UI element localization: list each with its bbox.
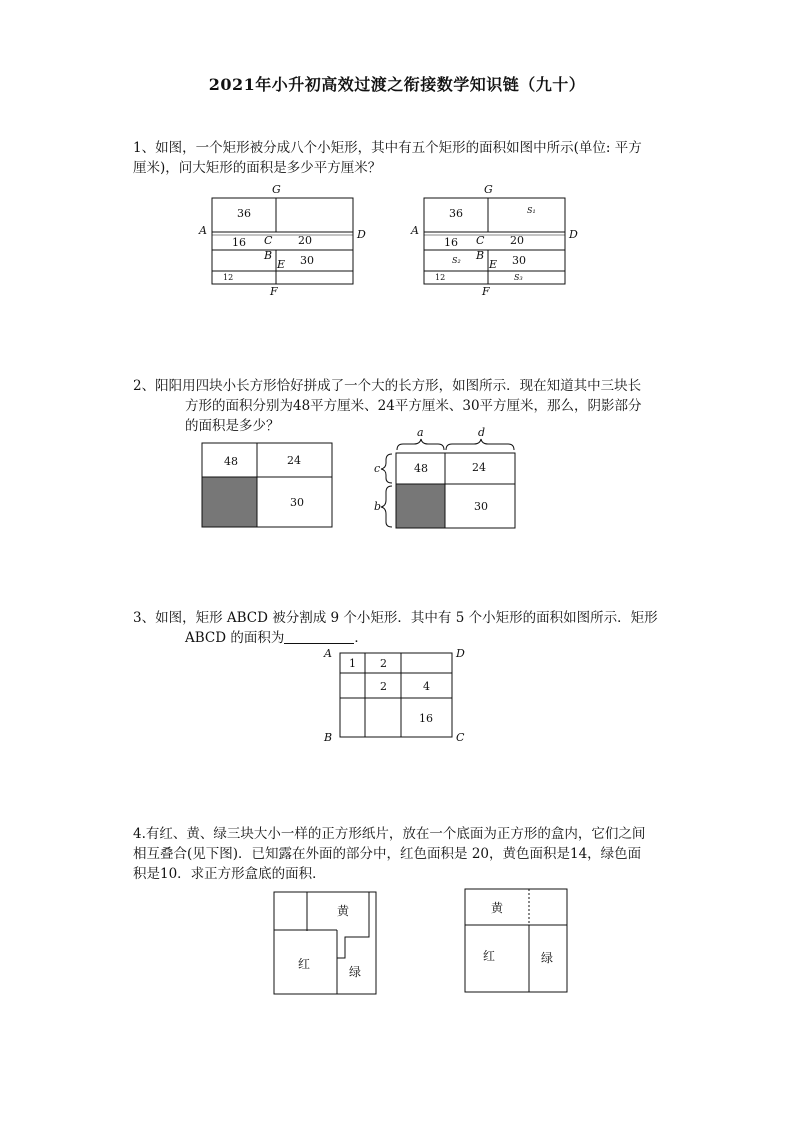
question-3-suffix: ． [354,630,368,646]
area-30: 30 [474,500,488,513]
label-c: C [264,234,273,247]
label-c: C [476,234,485,247]
area-48: 48 [224,455,238,468]
area-16: 16 [232,236,246,249]
area-20: 20 [510,234,524,247]
side-d: d [478,426,486,439]
q3-figure [318,642,473,747]
label-e: E [277,258,286,271]
area-r3c3: 16 [419,712,433,725]
label-d: D [357,228,366,241]
area-30: 30 [512,254,526,267]
shaded-rect [202,477,257,527]
label-f: F [270,285,278,298]
question-1-line-2: 厘米)，问大矩形的面积是多少平方厘米？ [133,160,382,176]
area-24: 24 [472,461,486,474]
label-d: D [569,228,578,241]
question-4 [133,824,673,884]
area-r1c1: 1 [349,657,356,670]
side-a: a [417,426,424,439]
label-b: B [476,249,485,262]
area-30: 30 [290,496,304,509]
q2-figure-left [195,438,340,533]
unknown-s2: S₂ [452,256,461,265]
side-b: b [374,500,382,513]
q2-figure-right [370,420,520,535]
page-title: 2021年小升初高效过渡之衔接数学知识链（九十） [208,75,586,94]
question-3-line-1: 3、如图，矩形 ABCD 被分割成 9 个小矩形．其中有 5 个小矩形的面积如图所示．矩形 [133,610,658,626]
color-red: 红 [298,957,311,971]
side-c: c [374,462,381,475]
area-r2c3: 4 [423,680,430,693]
area-36: 36 [449,207,463,220]
q4-figure-right [458,883,573,998]
question-4-line-1: 4.有红、黄、绿三块大小一样的正方形纸片，放在一个底面为正方形的盒内，它们之间 [133,826,646,842]
label-f: F [482,285,490,298]
question-3-prefix: ABCD 的面积为 [185,630,285,646]
unknown-s3: S₃ [514,273,523,282]
corner-c: C [456,731,465,744]
color-green: 绿 [349,965,362,979]
area-r2c2: 2 [380,680,387,693]
question-1-line-1: 1、如图，一个矩形被分成八个小矩形，其中有五个矩形的面积如图中所示(单位: 平方 [133,140,642,156]
label-g: G [272,183,281,196]
label-b: B [264,249,273,262]
unknown-s1: S₁ [527,206,536,215]
label-a: A [411,224,419,237]
q1-figure-left [190,180,370,300]
corner-d: D [456,647,465,660]
question-2-line-3: 的面积是多少？ [185,418,280,434]
question-4-line-2: 相互叠合(见下图)．已知露在外面的部分中，红色面积是 20，黄色面积是14，绿色面 [133,846,642,862]
area-12: 12 [435,273,446,282]
area-48: 48 [414,462,428,475]
area-r1c2: 2 [380,657,387,670]
label-a: A [199,224,207,237]
label-g: G [484,183,493,196]
color-green: 绿 [541,951,554,965]
question-4-line-3: 积是10．求正方形盒底的面积． [133,866,326,882]
label-e: E [489,258,498,271]
area-16: 16 [444,236,458,249]
question-2-line-1: 2、阳阳用四块小长方形恰好拼成了一个大的长方形，如图所示．现在知道其中三块长 [133,378,642,394]
question-2-line-2: 方形的面积分别为48平方厘米、24平方厘米、30平方厘米，那么，阴影部分 [185,398,642,414]
color-yellow: 黄 [337,904,350,918]
question-1 [133,138,673,178]
area-12: 12 [223,273,234,282]
color-red: 红 [483,949,496,963]
shaded-rect [396,484,445,528]
area-20: 20 [298,234,312,247]
area-36: 36 [237,207,251,220]
color-yellow: 黄 [491,901,504,915]
q1-figure-right [405,180,585,300]
area-24: 24 [287,454,301,467]
area-30: 30 [300,254,314,267]
q4-figure-left [268,885,383,1000]
corner-a: A [324,647,332,660]
corner-b: B [324,731,333,744]
